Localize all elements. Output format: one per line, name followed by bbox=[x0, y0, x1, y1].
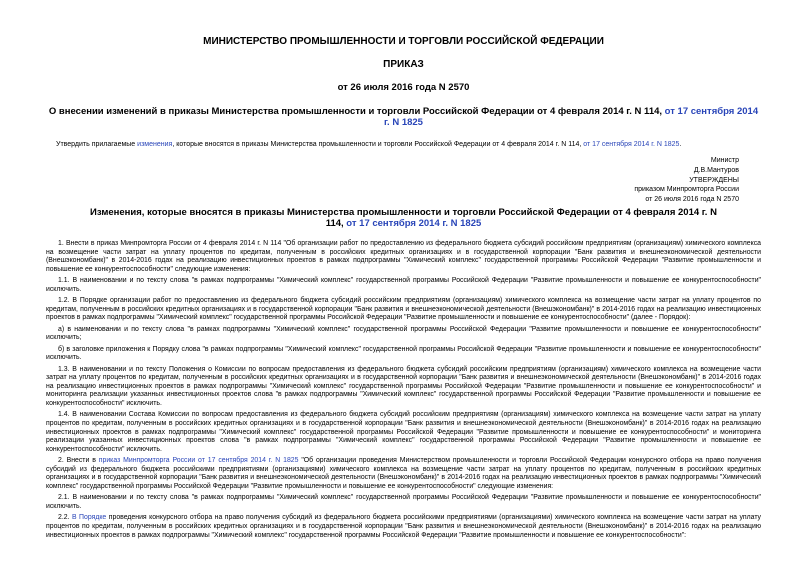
paragraph-1-2-a: а) в наименовании и по тексту слова "в рамках подпрограммы "Химический комплекс" государственной программы Российской Федерации "Развитие промышленности и повышение ее конкурентоспособности" исключить; bbox=[46, 325, 761, 342]
order-date: от 26 июля 2016 года N 2570 bbox=[337, 82, 470, 93]
minister-position: Министр bbox=[710, 157, 739, 164]
order-title bbox=[46, 106, 761, 128]
paragraph-2-2-text: проведения конкурсного отбора на право получения субсидий из федерального бюджета российскими предприятиями (организациями) химического комплекса на возмещение части затрат на уплату процентов по кредитам, полученным в российских кредитных организациях и в государственной корпорации "Банк развития и внешнеэкономической деятельности (Внешэкономбанк)" в 2014-2016 годах на реализацию инвестиционных проектов в рамках подпрограммы "Химический комплекс" государственной программы Российской Федерации "Развитие промышленности и повышение ее конкурентоспособности": bbox=[46, 514, 762, 539]
intro-text-2: , которые вносятся в приказы Министерства промышленности и торговли Российской Федерации от 4 февраля 2014 г. N 114, bbox=[172, 141, 582, 148]
paragraph-1-4: 1.4. В наименовании Состава Комиссии по вопросам предоставления из федерального бюджета субсидий российским предприятиям (организациям) химического комплекса на возмещение части затрат на уплату процентов по кредитам, полученным в российских кредитных организациях и в государственной корпорации "Банк развития и внешнеэкономической деятельности (Внешэкономбанк)" в 2014-2016 годах на реализацию инвестиционных проектов в рамках подпрограммы "Химический комплекс" государственной программы Российской Федерации "Развитие промышленности и повышение ее конкурентоспособности" и мониторинга реализации указанных инвестиционных проектов слова "в рамках подпрограммы "Химический комплекс" государственной программы Российской Федерации "Развитие промышленности и повышение ее конкурентоспособности" исключить. bbox=[46, 411, 761, 453]
paragraph-2-2-link[interactable]: В Порядке bbox=[71, 514, 107, 522]
intro-link-changes[interactable]: изменения bbox=[137, 141, 173, 148]
intro-link-order-1825[interactable]: от 17 сентября 2014 г. N 1825 bbox=[583, 141, 680, 148]
paragraph-1-2: 1.2. В Порядке организации работ по предоставлению из федерального бюджета субсидий российским предприятиям (организациям) химического комплекса на возмещение части затрат на уплату процентов по кредитам, полученным в российских кредитных организациях и в государственной корпорации "Банк развития и внешнеэкономической деятельности (Внешэкономбанк)" в 2014-2016 годах на реализацию инвестиционных проектов в рамках подпрограммы "Химический комплекс" государственной программы Российской Федерации "Развитие промышленности и повышение ее конкурентоспособности" (далее - Порядок): bbox=[46, 297, 761, 322]
order-heading: ПРИКАЗ bbox=[383, 59, 424, 70]
paragraph-1-2-b: б) в заголовке приложения к Порядку слова "в рамках подпрограммы "Химический комплекс" государственной программы Российской Федерации "Развитие промышленности и повышение ее конкурентоспособности" исключить. bbox=[46, 345, 761, 362]
paragraph-2 bbox=[46, 457, 761, 491]
ministry-heading: МИНИСТЕРСТВО ПРОМЫШЛЕННОСТИ И ТОРГОВЛИ РОССИЙСКОЙ ФЕДЕРАЦИИ bbox=[203, 36, 604, 47]
approved-date: от 26 июля 2016 года N 2570 bbox=[645, 196, 739, 204]
changes-title bbox=[46, 207, 761, 229]
approved-label: УТВЕРЖДЕНЫ bbox=[689, 176, 739, 184]
order-title-text: О внесении изменений в приказы Министерства промышленности и торговли Российской Федерации от 4 февраля 2014 г. N 114, bbox=[48, 106, 663, 117]
minister-name: Д.В.Мантуров bbox=[693, 166, 739, 174]
paragraph-2-link[interactable]: приказ Минпромторга России от 17 сентября 2014 г. N 1825 bbox=[98, 457, 299, 465]
paragraph-1: 1. Внести в приказ Минпромторга России от 4 февраля 2014 г. N 114 "Об организации работ по предоставлению из федерального бюджета субсидий российским предприятиям (организациям) химического комплекса на возмещение части затрат на уплату процентов по кредитам, полученным в российских кредитных организациях и в государственной корпорации "Банк развития и внешнеэкономической деятельности (Внешэкономбанк)" в 2014-2016 годах на реализацию инвестиционных проектов в рамках подпрограммы "Химический комплекс" государственной программы Российской Федерации "Развитие промышленности и повышение ее конкурентоспособности" следующие изменения: bbox=[46, 239, 761, 273]
paragraph-2-2-num: 2.2. bbox=[58, 514, 70, 522]
intro-text-3: . bbox=[679, 141, 682, 148]
intro-paragraph bbox=[46, 141, 761, 148]
approved-by: приказом Минпромторга России bbox=[634, 186, 739, 194]
paragraph-2-1: 2.1. В наименовании и по тексту слова "в рамках подпрограммы "Химический комплекс" государственной программы Российской Федерации "Развитие промышленности и повышение ее конкурентоспособности" исключить. bbox=[46, 494, 761, 510]
document-body bbox=[46, 240, 761, 540]
paragraph-2-2 bbox=[46, 514, 761, 540]
changes-title-link[interactable]: от 17 сентября 2014 г. N 1825 bbox=[346, 217, 482, 229]
paragraph-2-text-1: 2. Внести в bbox=[58, 457, 96, 465]
paragraph-2-text-2: "Об организации проведения Министерством промышленности и торговли Российской Федерации конкурсного отбора на право получения субсидий из федерального бюджета российскими предприятиями (организациями) химического комплекса на возмещение части затрат на уплату процентов по кредитам, полученным в российских кредитных организациях и в государственной корпорации "Банк развития и внешнеэкономической деятельности (Внешэкономбанк)" в 2014-2016 годах на реализацию инвестиционных проектов в рамках подпрограммы "Химический комплекс" государственной программы Российской Федерации "Развитие промышленности и повышение ее конкурентоспособности" следующие изменения: bbox=[46, 457, 762, 490]
approval-block bbox=[46, 156, 761, 205]
paragraph-1-1: 1.1. В наименовании и по тексту слова "в рамках подпрограммы "Химический комплекс" государственной программы Российской Федерации "Развитие промышленности и повышение ее конкурентоспособности" исключить. bbox=[46, 277, 761, 293]
paragraph-1-3: 1.3. В наименовании и по тексту Положения о Комиссии по вопросам предоставления из федерального бюджета субсидий российским предприятиям (организациям) химического комплекса на возмещение части затрат на уплату процентов по кредитам, полученным в российских кредитных организациях и в государственной корпорации "Банк развития и внешнеэкономической деятельности (Внешэкономбанк)" в 2014-2016 годах на реализацию инвестиционных проектов в рамках подпрограммы "Химический комплекс" государственной программы Российской Федерации "Развитие промышленности и повышение ее конкурентоспособности" и мониторинга реализации указанных инвестиционных проектов слова "в рамках подпрограммы "Химический комплекс" государственной программы Российской Федерации "Развитие промышленности и повышение ее конкурентоспособности" исключить. bbox=[46, 365, 761, 408]
changes-title-text: Изменения, которые вносятся в приказы Министерства промышленности и торговли Российской Федерации от 4 февраля 2014 г. N 114, bbox=[90, 206, 717, 229]
intro-text-1: Утвердить прилагаемые bbox=[56, 141, 136, 148]
order-title-link[interactable]: от 17 сентября 2014 г. N 1825 bbox=[384, 106, 759, 128]
